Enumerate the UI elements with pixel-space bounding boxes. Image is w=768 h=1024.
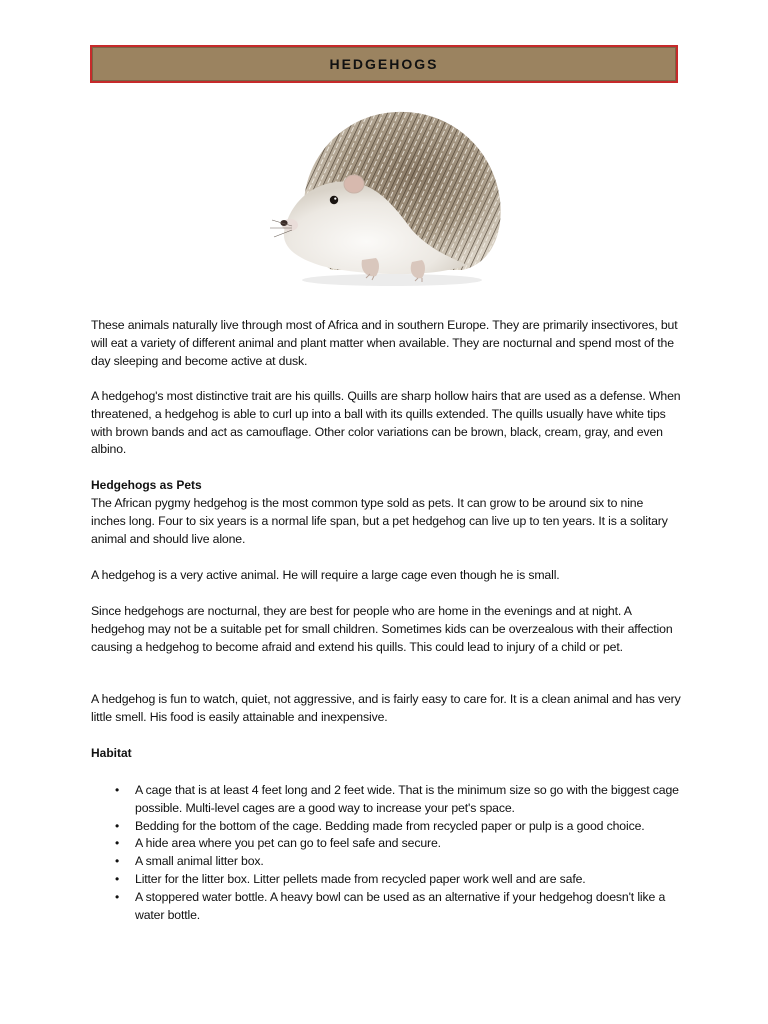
page-title: HEDGEHOGS (329, 56, 439, 72)
intro-paragraph: These animals naturally live through most of Africa and in southern Europe. They are primarily insectivores, but will eat a variety of different animal and plant matter when available. They are nocturnal and spend most of the day sleeping and become active at dusk. (91, 318, 678, 368)
bullet-icon: • (115, 854, 120, 869)
bullet-icon: • (115, 889, 120, 904)
bullet-icon: • (115, 836, 120, 851)
bullet-icon: • (115, 783, 120, 797)
pets-paragraph-1: The African pygmy hedgehog is the most common type sold as pets. It can grow to be around six to nine inches long. Four to six years is a normal life span, but a pet hedgehog can live up to ten years. It is a solitary animal and should live alone. (91, 496, 668, 546)
pets-paragraph-4: A hedgehog is fun to watch, quiet, not aggressive, and is fairly easy to care for. It is a clean animal and has very little smell. His food is easily attainable and inexpensive. (91, 692, 681, 724)
bullet-icon: • (115, 871, 120, 886)
list-item: • A hide area where you pet can go to feel safe and secure. (91, 835, 691, 853)
bullet-icon: • (115, 818, 120, 833)
habitat-list (91, 782, 691, 924)
quills-paragraph: A hedgehog's most distinctive trait are his quills. Quills are sharp hollow hairs that are used as a defense. When threatened, a hedgehog is able to curl up into a ball with its quills extended. The quills usually have white tips with brown bands and act as camouflage. Other color variations can be brown, black, cream, gray, and even albino. (91, 389, 681, 457)
list-item: • Litter for the litter box. Litter pellets made from recycled paper work well and are safe. (91, 871, 691, 889)
pets-paragraph-2: A hedgehog is a very active animal. He will require a large cage even though he is small. (91, 568, 560, 582)
pets-paragraph-3: Since hedgehogs are nocturnal, they are best for people who are home in the evenings and at night. A hedgehog may not be a suitable pet for small children. Sometimes kids can be overzealous with their affection causing a hedgehog to become afraid and extend his quills. This could lead to injury of a child or pet. (91, 604, 673, 654)
title-bar (90, 45, 678, 83)
list-item: • A small animal litter box. (91, 853, 691, 871)
list-item: • Bedding for the bottom of the cage. Bedding made from recycled paper or pulp is a good choice. (91, 818, 691, 836)
list-item: • A cage that is at least 4 feet long and 2 feet wide. That is the minimum size so go with the biggest cage possible. Multi-level cages are a good way to increase your pet's space. (115, 783, 679, 815)
hedgehog-illustration (262, 100, 512, 290)
habitat-heading: Habitat (91, 746, 132, 760)
list-item: • A stoppered water bottle. A heavy bowl can be used as an alternative if your hedgehog doesn't like a water bottle. (115, 889, 666, 922)
pets-heading: Hedgehogs as Pets (91, 478, 202, 492)
